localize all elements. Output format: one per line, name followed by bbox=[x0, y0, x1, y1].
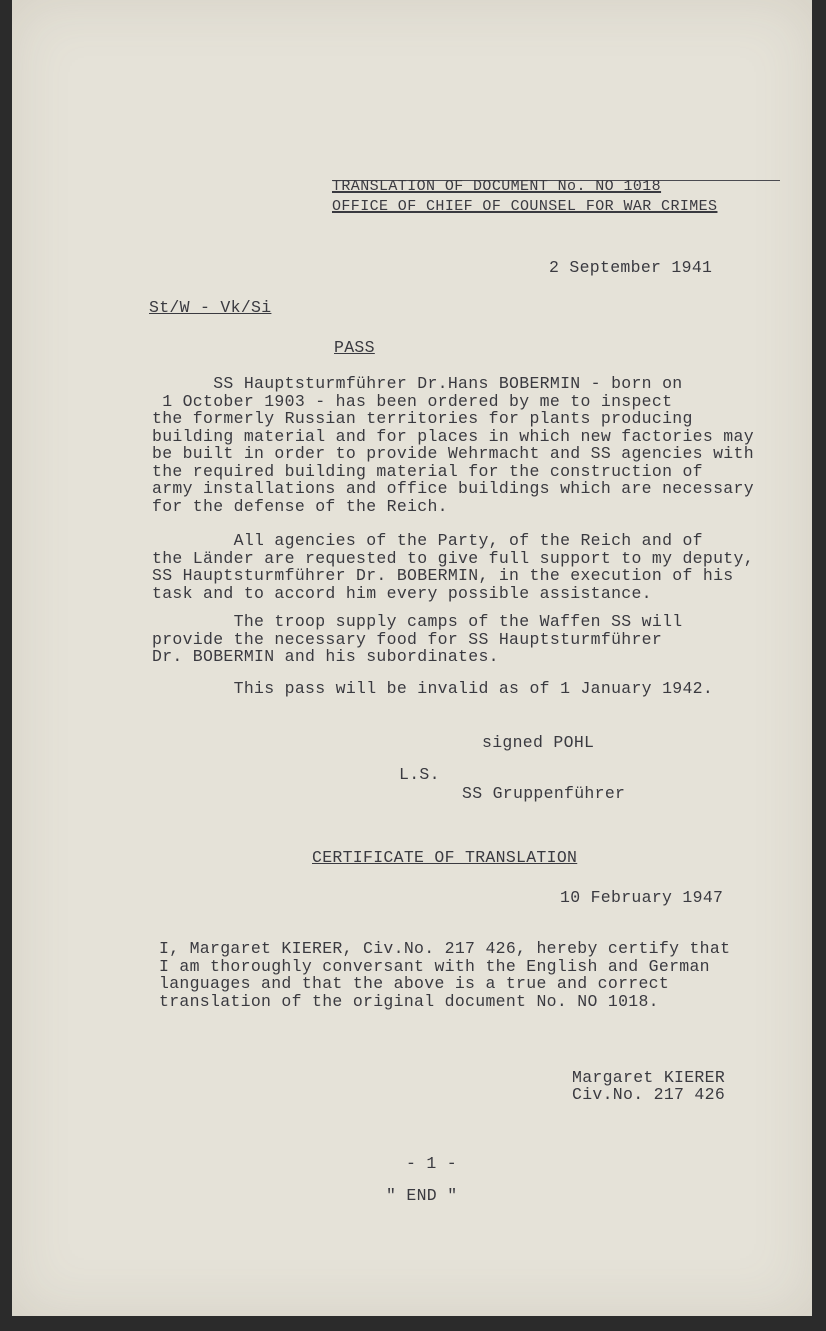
header-translation-title: TRANSLATION OF DOCUMENT No. NO 1018 bbox=[332, 178, 662, 195]
paragraph-2: All agencies of the Party, of the Reich and of the Länder are requested to give full support to my deputy, SS Hauptsturmführer Dr. BOBERMIN, in the execution of his task and to accord him every possible assistance. bbox=[152, 531, 754, 603]
paragraph-4: This pass will be invalid as of 1 January 1942. bbox=[152, 679, 714, 698]
paragraph-1: SS Hauptsturmführer Dr.Hans BOBERMIN - born on 1 October 1903 - has been ordered by me to inspect the formerly Russian territories for plants producing building material and for places in which new factories may be built in order to provide Wehrmacht and SS agencies with the required building material for the construction of army installations and office buildings which are necessary for the defense of the Reich. bbox=[152, 374, 754, 516]
signed-line: signed POHL bbox=[482, 733, 595, 752]
end-mark: " END " bbox=[386, 1186, 458, 1205]
certificate-date: 10 February 1947 bbox=[560, 888, 724, 907]
header-office-title: OFFICE OF CHIEF OF COUNSEL FOR WAR CRIMES bbox=[332, 198, 718, 215]
paragraph-3: The troop supply camps of the Waffen SS will provide the necessary food for SS Hauptsturmführer Dr. BOBERMIN and his subordinates. bbox=[152, 612, 683, 666]
reference-code: St/W - Vk/Si bbox=[149, 298, 272, 317]
translator-signature bbox=[572, 1069, 725, 1103]
translator-civ-number: Civ.No. 217 426 bbox=[572, 1085, 726, 1104]
certificate-text: I, Margaret KIERER, Civ.No. 217 426, hereby certify that I am thoroughly conversant with the English and German languages and that the above is a true and correct translation of the original document No. NO 1018. bbox=[159, 939, 731, 1011]
pass-title: PASS bbox=[334, 338, 375, 357]
page-number: - 1 - bbox=[406, 1154, 458, 1173]
certificate-title: CERTIFICATE OF TRANSLATION bbox=[312, 848, 578, 867]
seal-mark: L.S. bbox=[399, 765, 440, 784]
document-sheet bbox=[12, 0, 812, 1316]
document-date: 2 September 1941 bbox=[549, 258, 713, 277]
signer-rank: SS Gruppenführer bbox=[462, 784, 626, 803]
translator-name: Margaret KIERER bbox=[572, 1068, 726, 1087]
